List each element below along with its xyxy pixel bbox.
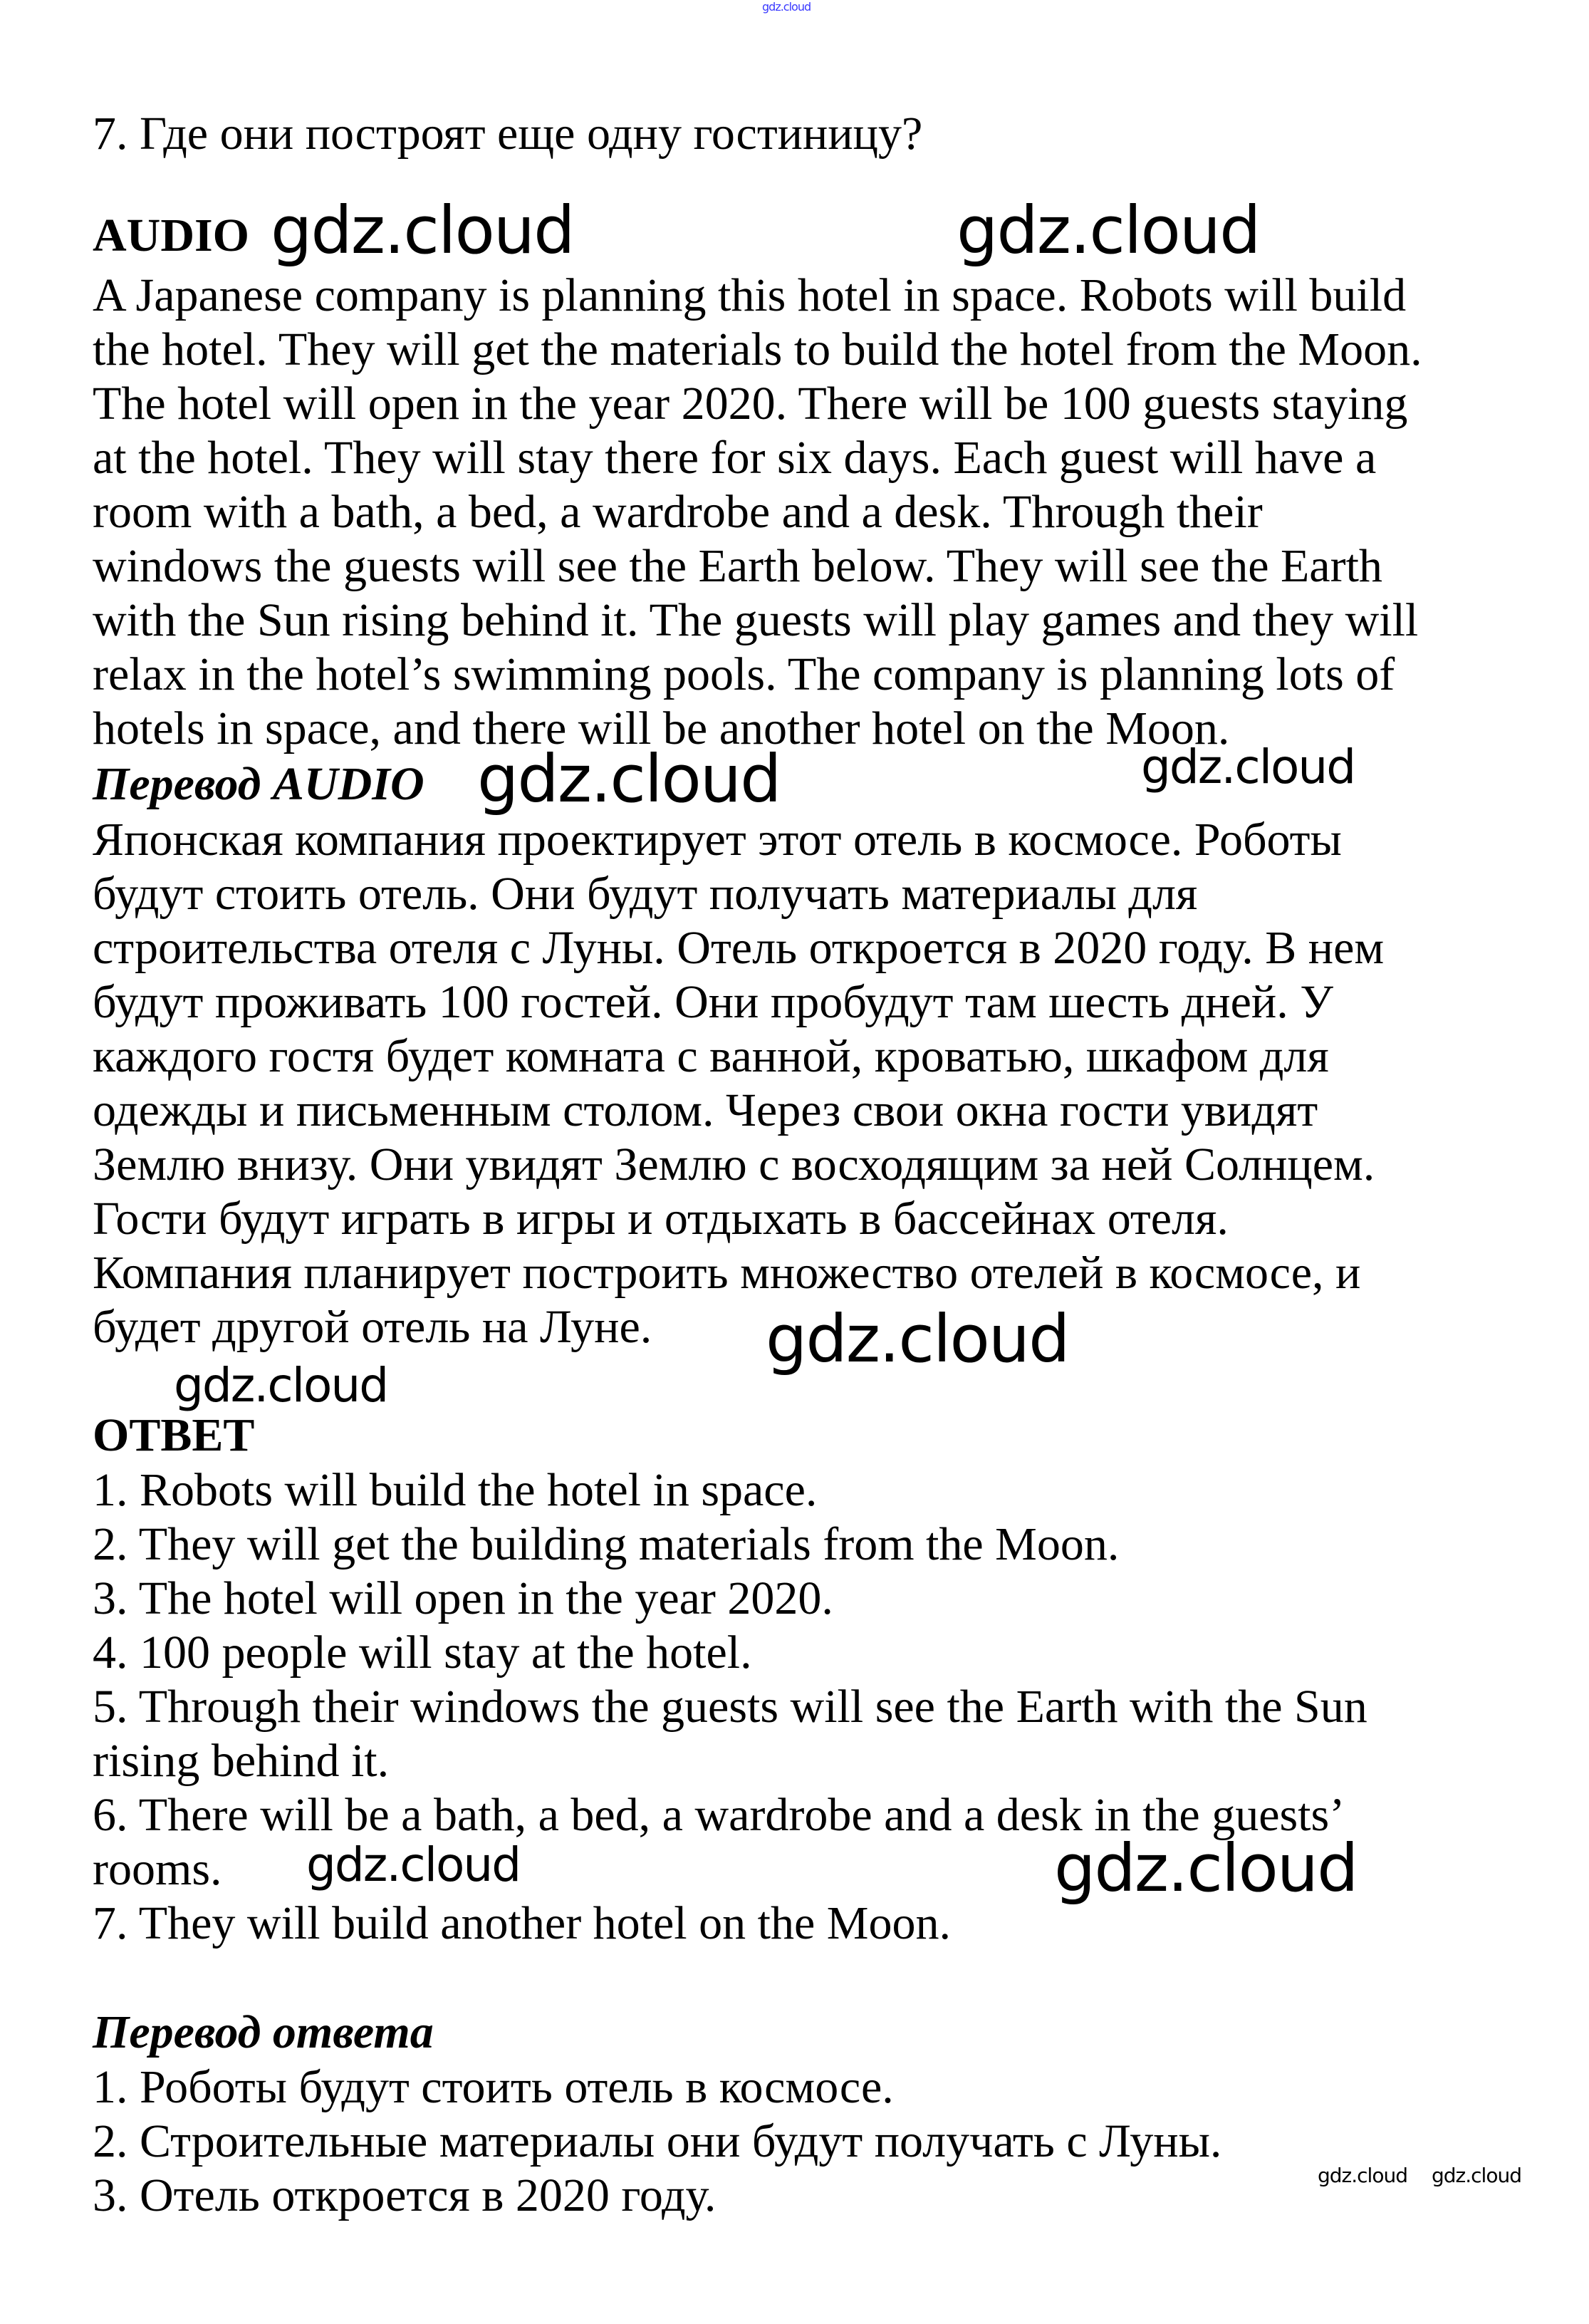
answer-line: 7. They will build another hotel on the Moon.	[93, 1897, 951, 1949]
translation-text-line: Компания планирует построить множество отелей в космосе, и	[93, 1247, 1361, 1299]
translation-text-line: будет другой отель на Луне.	[93, 1301, 652, 1353]
answer-line: 4. 100 people will stay at the hotel.	[93, 1627, 752, 1679]
translation-text-line: будут проживать 100 гостей. Они пробудут там шесть дней. У	[93, 976, 1333, 1028]
watermark: gdz.cloud	[762, 0, 811, 14]
audio-text-line: hotels in space, and there will be another hotel on the Moon.	[93, 702, 1230, 754]
answer-line: 1. Robots will build the hotel in space.	[93, 1464, 818, 1516]
watermark: gdz.cloud	[271, 192, 574, 269]
answer-line: 5. Through their windows the guests will see the Earth with the Sun	[93, 1681, 1367, 1733]
watermark: gdz.cloud	[477, 741, 781, 817]
audio-text-line: with the Sun rising behind it. The guests will play games and they will	[93, 594, 1419, 646]
translation-text-line: одежды и письменным столом. Через свои окна гости увидят	[93, 1084, 1318, 1136]
watermark: gdz.cloud	[957, 192, 1260, 269]
answer-line: 3. The hotel will open in the year 2020.	[93, 1572, 833, 1624]
audio-text-line: room with a bath, a bed, a wardrobe and a desk. Through their	[93, 486, 1263, 538]
translation-text-line: будут стоить отель. Они будут получать материалы для	[93, 868, 1198, 920]
watermark: gdz.cloud	[1432, 2164, 1521, 2187]
translation-text-line: Японская компания проектирует этот отель в космосе. Роботы	[93, 814, 1342, 866]
translation-text-line: Землю внизу. Они увидят Землю с восходящим за ней Солнцем.	[93, 1138, 1375, 1190]
translation-text-line: каждого гостя будет комната с ванной, кроватью, шкафом для	[93, 1030, 1329, 1082]
audio-text-line: at the hotel. They will stay there for six days. Each guest will have a	[93, 432, 1377, 484]
audio-text-line: windows the guests will see the Earth below. They will see the Earth	[93, 540, 1382, 592]
translation-heading: Перевод AUDIO	[93, 758, 424, 810]
answer-line: 6. There will be a bath, a bed, a wardrobe and a desk in the guests’	[93, 1789, 1345, 1841]
answer-translation-line: 3. Отель откроется в 2020 году.	[93, 2169, 717, 2221]
answer-line: rising behind it.	[93, 1735, 390, 1787]
answer-translation-line: 1. Роботы будут стоить отель в космосе.	[93, 2061, 894, 2113]
answer-line: 2. They will get the building materials from the Moon.	[93, 1518, 1120, 1570]
audio-text-line: A Japanese company is planning this hotel in space. Robots will build	[93, 269, 1407, 321]
watermark: gdz.cloud	[1318, 2164, 1407, 2187]
translation-text-line: строительства отеля с Луны. Отель откроется в 2020 году. В нем	[93, 922, 1385, 974]
audio-text-line: The hotel will open in the year 2020. There will be 100 guests staying	[93, 378, 1408, 430]
audio-text-line: relax in the hotel’s swimming pools. The company is planning lots of	[93, 648, 1395, 700]
answer-translation-line: 2. Строительные материалы они будут получать с Луны.	[93, 2115, 1222, 2167]
watermark: gdz.cloud	[766, 1301, 1069, 1377]
watermark: gdz.cloud	[1054, 1830, 1358, 1907]
audio-text-line: the hotel. They will get the materials to build the hotel from the Moon.	[93, 323, 1422, 375]
audio-heading: AUDIO	[93, 209, 250, 261]
translation-text-line: Гости будут играть в игры и отдыхать в бассейнах отеля.	[93, 1193, 1229, 1245]
answer-heading: ОТВЕТ	[93, 1409, 255, 1461]
watermark: gdz.cloud	[174, 1358, 388, 1413]
watermark: gdz.cloud	[1141, 740, 1355, 794]
watermark: gdz.cloud	[306, 1837, 521, 1892]
answer-translation-heading: Перевод ответа	[93, 2006, 434, 2058]
question-heading: 7. Где они построят еще одну гостиницу?	[93, 108, 923, 160]
answer-line: rooms.	[93, 1843, 222, 1895]
